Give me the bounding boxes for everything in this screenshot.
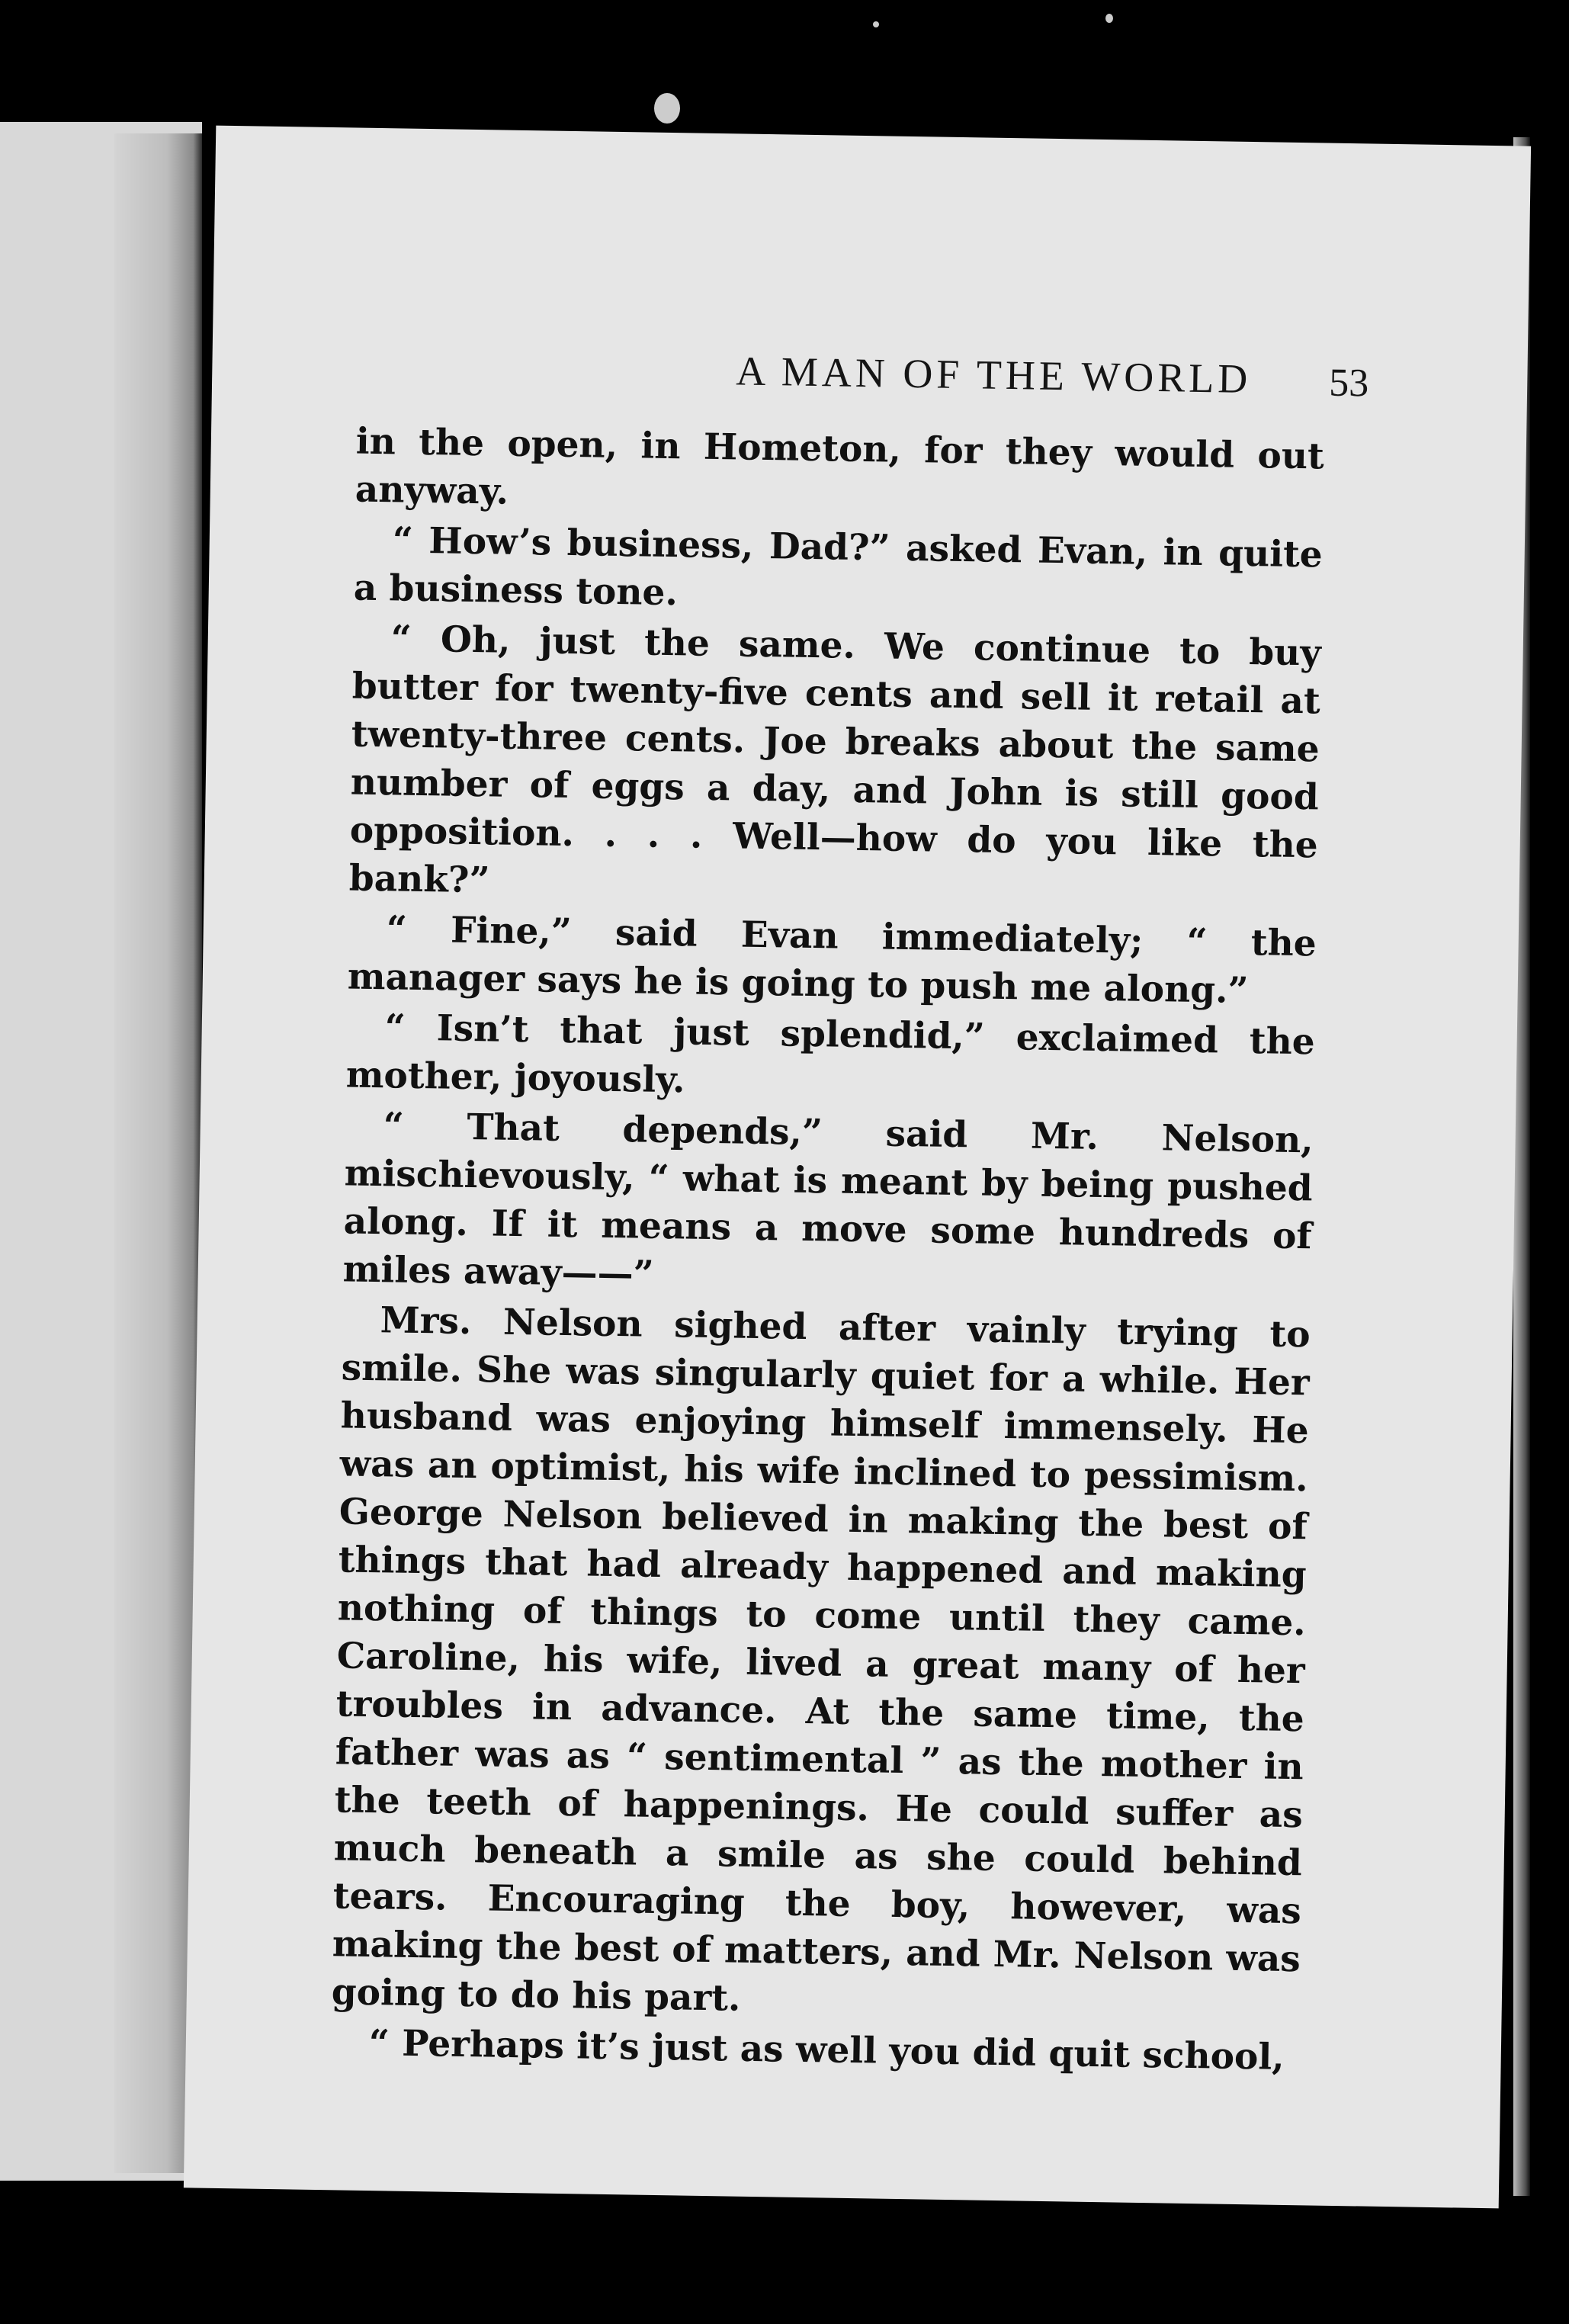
- page-number: 53: [1328, 361, 1369, 406]
- dust-speck: [654, 93, 680, 124]
- dust-speck: [873, 21, 879, 27]
- paragraph: “ Perhaps it’s just as well you did quit school,: [368, 2022, 1285, 2078]
- paragraph: “ That depends,” said Mr. Nelson, mischievously, “ what is meant by being pushed along. If it means a move some hundreds of miles away——”: [342, 1105, 1314, 1295]
- book-page: [184, 126, 1531, 2209]
- paragraph: “ Oh, just the same. We continue to buy butter for twenty-five cents and sell it retail at twenty-three cents. Joe breaks about the same number of eggs a day, and John is still good opposition. . . . Well—how do you like the bank?”: [348, 618, 1322, 902]
- dust-speck: [1105, 14, 1113, 23]
- paragraph: “ Fine,” said Evan immediately; “ the manager says he is going to push me along.”: [347, 908, 1317, 1013]
- running-title: A MAN OF THE WORLD: [735, 348, 1252, 402]
- paragraph: “ Isn’t that just splendid,” exclaimed the mother, joyously.: [345, 1006, 1316, 1102]
- paragraph: “ How’s business, Dad?” asked Evan, in quite a business tone.: [353, 519, 1324, 615]
- paragraph: in the open, in Hometon, for they would out anyway.: [355, 420, 1325, 513]
- paragraph: Mrs. Nelson sighed after vainly trying to smile. She was singularly quiet for a while. Her husband was enjoying himself immensely. He was an optimist, his wife inclined to pessimism. George Nelson believed in making the best of things that had already happened and making nothing of things to come until they came. Caroline, his wife, lived a great many of her troubles in advance. At the same time, the father was as “ sentimental ” as the mother in the teeth of happenings. He could suffer as much beneath a smile as she could behind tears. Encouraging the boy, however, was making the best of matters, and Mr. Nelson was going to do his part.: [331, 1299, 1311, 2020]
- body-text: [330, 418, 1324, 2085]
